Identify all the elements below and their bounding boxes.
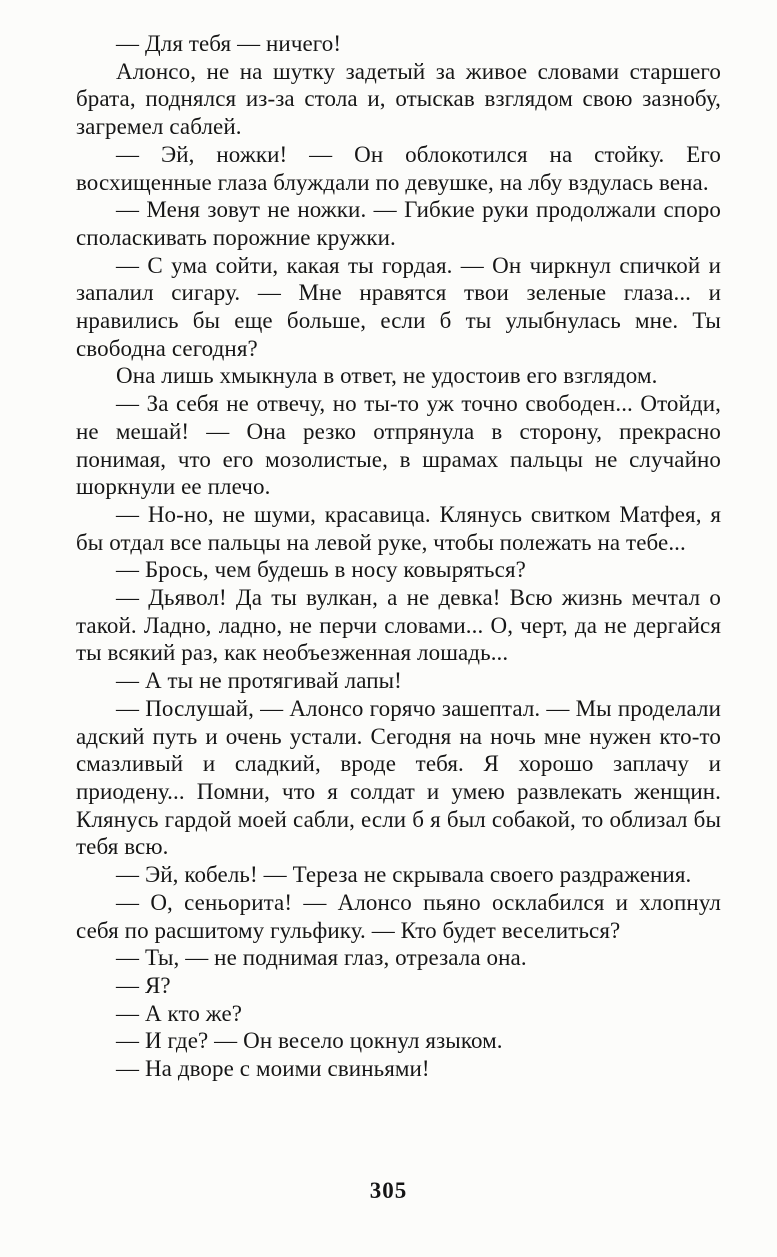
page-number: 305 [369,1178,408,1203]
paragraph: — Но-но, не шуми, красавица. Клянусь свитком Матфея, я бы отдал все пальцы на левой руке, чтобы полежать на тебе... [76,501,721,555]
page-footer [0,1178,777,1204]
paragraph: — Я? [116,972,171,998]
paragraph: — С ума сойти, какая ты гордая. — Он чиркнул спичкой и запалил сигару. — Мне нравятся твои зеленые глаза... и нравились бы еще больше, если б ты улыбнулась мне. Ты свободна сегодня? [76,252,721,361]
paragraph: — Брось, чем будешь в носу ковыряться? [116,557,526,583]
paragraph: — А кто же? [116,1000,243,1026]
paragraph: — Для тебя — ничего! [116,31,342,56]
paragraph: — За себя не отвечу, но ты-то уж точно свободен... Отойди, не мешай! — Она резко отпрянула в сторону, прекрасно понимая, что его мозолистые, в шрамах пальцы не случайно шоркнули ее плечо. [76,391,721,500]
paragraph: Алонсо, не на шутку задетый за живое словами старшего брата, поднялся из-за стола и, отыскав взглядом свою зазнобу, загремел саблей. [76,58,721,140]
paragraph: — Меня зовут не ножки. — Гибкие руки продолжали споро споласкивать порожние кружки. [76,197,721,250]
paragraph: Она лишь хмыкнула в ответ, не удостоив его взглядом. [116,363,658,389]
paragraph: — На дворе с моими свиньями! [116,1056,430,1082]
paragraph: — И где? — Он весело цокнул языком. [116,1028,503,1054]
paragraph: — О, сеньорита! — Алонсо пьяно осклабился и хлопнул себя по расшитому гульфику. — Кто будет веселиться? [76,889,721,943]
paragraph: — Дьявол! Да ты вулкан, а не девка! Всю жизнь мечтал о такой. Ладно, ладно, не перчи словами... О, черт, да не дергайся ты всякий раз, как необъезженная лошадь... [76,585,721,666]
paragraph: — А ты не протягивай лапы! [116,668,402,694]
paragraph: — Эй, кобель! — Тереза не скрывала своего раздражения. [116,862,692,888]
paragraph: — Послушай, — Алонсо горячо зашептал. — Мы проделали адский путь и очень устали. Сегодня на ночь мне нужен кто-то смазливый и сладкий, вроде тебя. Я хорошо заплачу и приодену... Помни, что я солдат и умею развлекать женщин. Клянусь гардой моей сабли, если б я был собакой, то облизал бы тебя всю. [76,695,721,860]
paragraph: — Ты, — не поднимая глаз, отрезала она. [116,945,527,971]
paragraph: — Эй, ножки! — Он облокотился на стойку. Его восхищенные глаза блуждали по девушке, на лбу вздулась вена. [76,141,721,195]
page-text-block [76,30,721,1083]
